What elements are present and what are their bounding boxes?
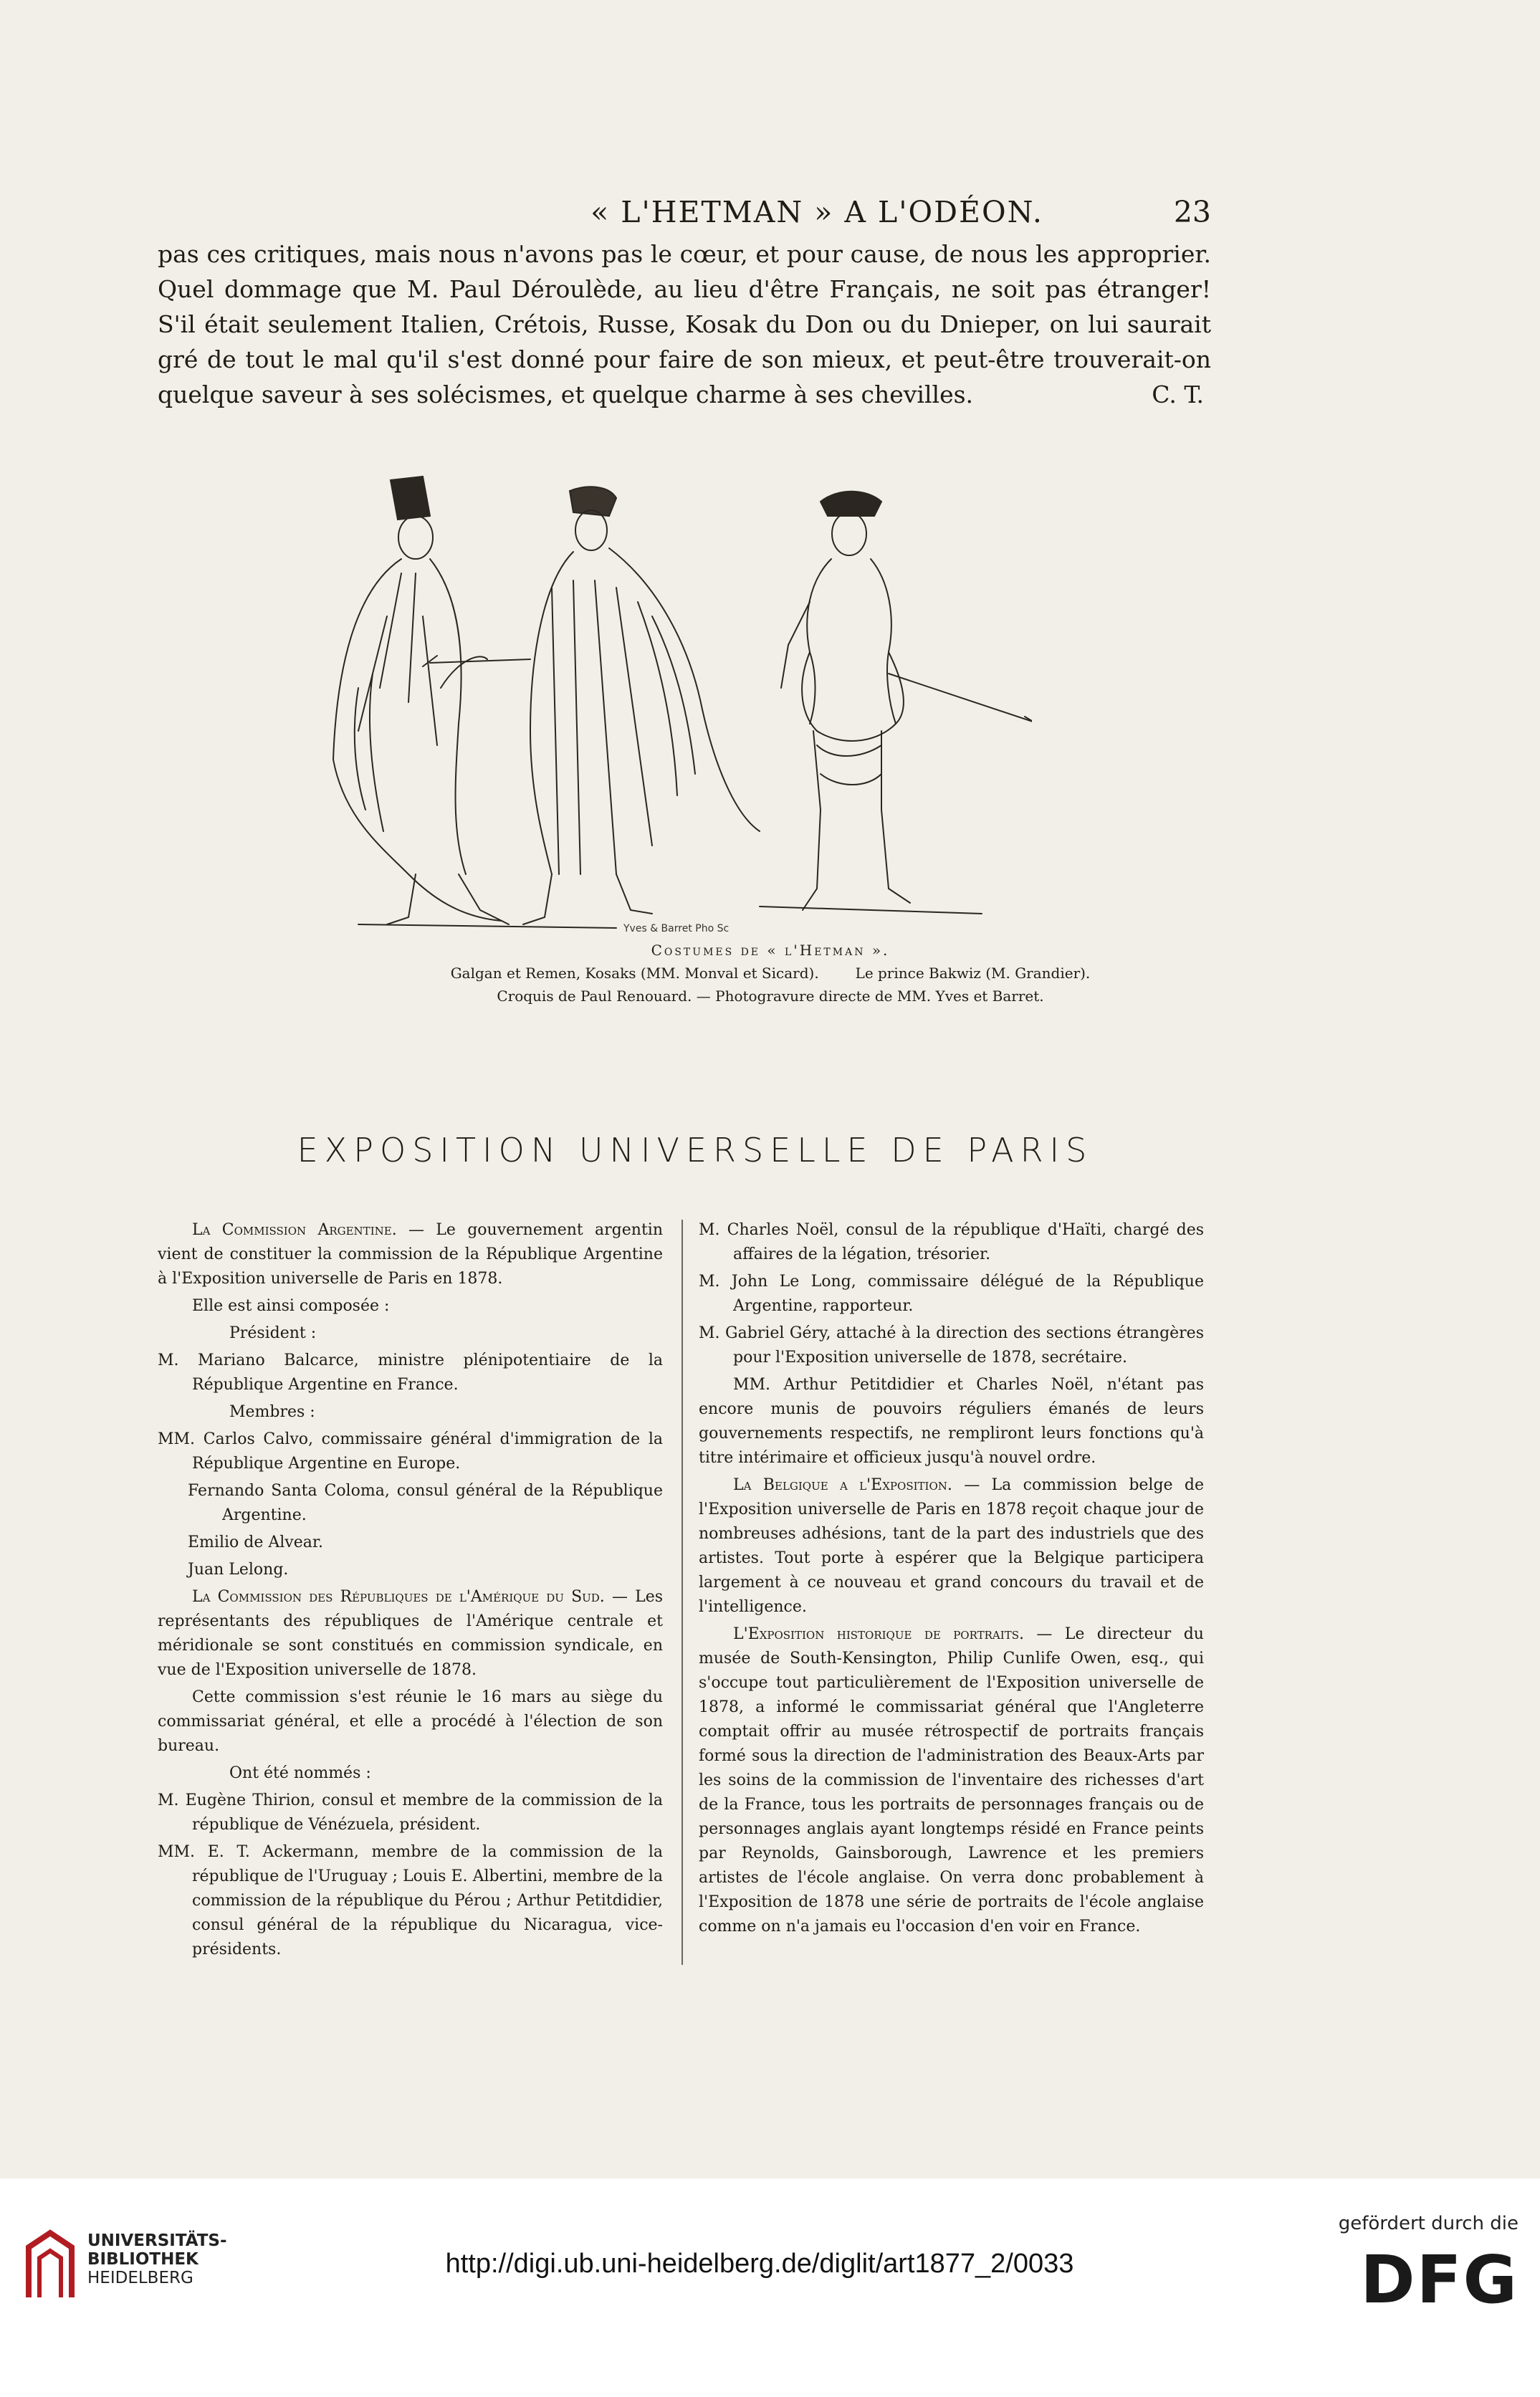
paragraph (699, 1622, 1204, 1939)
right-column (699, 1218, 1204, 1942)
institution-line: HEIDELBERG (87, 2269, 193, 2287)
funding-note: gefördert durch die (1338, 2213, 1519, 2234)
paragraph-text: — Le directeur du musée de South-Kensington, Philip Cunlife Owen, esq., qui s'occupe tout particulièrement de l'Exposition universelle de 1878, a informé le commissariat général que l'Angleterre comptait offrir au musée rétrospectif de portraits français formé sous la direction de l'administration des Beaux-Arts par les soins de la commission de l'inventaire des richesses d'art de la France, tous les portraits de personnages français ou de personnages anglais ayant longtemps résidé en France peints par Reynolds, Gainsborough, Lawrence et les premiers artistes de l'école anglaise. On verra donc probablement à l'Exposition de 1878 une série de portraits de l'école anglaise comme on n'a jamais eu l'occasion d'en voir en France. (699, 1625, 1204, 1936)
institution-name (87, 2231, 227, 2287)
column-divider (681, 1220, 683, 1965)
caption-cast-line (287, 962, 1254, 985)
institution-line: UNIVERSITÄTS- (87, 2231, 227, 2250)
engraver-credit: Yves & Barret Pho Sc (623, 923, 730, 934)
list-item: Fernando Santa Coloma, consul général de la République Argentine. (188, 1482, 663, 1524)
paragraph-lead: La Commission Argentine. (192, 1221, 397, 1239)
caption-kosaks: Galgan et Remen, Kosaks (MM. Monval et Sicard). (450, 965, 819, 982)
paragraph-lead: La Commission des Républiques de l'Amérique du Sud. (192, 1588, 605, 1606)
caption-prince: Le prince Bakwiz (M. Grandier). (855, 965, 1091, 982)
list-item: M. Mariano Balcarce, ministre plénipotentiaire de la République Argentine en France. (158, 1351, 663, 1394)
costume-sketch-drawing (315, 473, 1032, 939)
left-column (158, 1218, 663, 1965)
intro-text: pas ces critiques, mais nous n'avons pas le cœur, et pour cause, de nous les approprier. Quel dommage que M. Paul Déroulède, au lieu d'être Français, ne soit pas étranger! S'il était seulement Italien, Crétois, Russe, Kosak du Don ou du Dnieper, on lui saurait gré de tout le mal qu'il s'est donné pour faire de son mieux, et peut-être trouverait-on quelque saveur à ses solécismes, et quelque charme à ses chevilles. (158, 240, 1211, 408)
paragraph: Cette commission s'est réunie le 16 mars au siège du commissariat général, et elle a procédé à l'élection de son bureau. (158, 1688, 663, 1755)
members-heading: Membres : (229, 1403, 315, 1421)
list-item: M. Eugène Thirion, consul et membre de la commission de la république de Vénézuela, président. (158, 1791, 663, 1834)
institution-line: BIBLIOTHEK (87, 2250, 199, 2269)
section-title: EXPOSITION UNIVERSELLE DE PARIS (297, 1131, 1094, 1169)
paragraph-text: — La commission belge de l'Exposition universelle de Paris en 1878 reçoit chaque jour de nombreuses adhésions, tant de la part des industriels que des artistes. Tout porte à espérer que la Belgique participera largement à ce nouveau et grand concours du travail et de l'intelligence. (699, 1476, 1205, 1616)
page-number: 23 (1173, 195, 1211, 229)
paragraph-text: — Le gouvernement argentin vient de constituer la commission de la République Argentine à l'Exposition universelle de Paris en 1878. (158, 1221, 663, 1288)
paragraph: MM. Arthur Petitdidier et Charles Noël, n'étant pas encore munis de pouvoirs réguliers émanés de leurs gouvernements respectifs, ne rempliront leurs fonctions qu'à titre intérimaire et officieux jusqu'à nouvel ordre. (699, 1376, 1204, 1467)
running-head: « L'HETMAN » A L'ODÉON. (590, 195, 1043, 229)
list-item: M. Gabriel Géry, attaché à la direction des sections étrangères pour l'Exposition universelle de 1878, secrétaire. (699, 1324, 1204, 1367)
paragraph (158, 1218, 663, 1291)
president-heading: Président : (229, 1324, 317, 1342)
paragraph-lead: La Belgique a l'Exposition. (733, 1476, 952, 1494)
paragraph (699, 1473, 1204, 1619)
figure-caption (287, 939, 1254, 1008)
list-item: M. Charles Noël, consul de la république d'Haïti, chargé des affaires de la légation, trésorier. (699, 1221, 1204, 1263)
costume-illustration (315, 473, 1032, 939)
caption-credits: Croquis de Paul Renouard. — Photogravure directe de MM. Yves et Barret. (497, 987, 1044, 1005)
list-item: M. John Le Long, commissaire délégué de la République Argentine, rapporteur. (699, 1273, 1204, 1315)
paragraph-text: — Les représentants des républiques de l'Amérique centrale et méridionale se sont constitués en commission syndicale, en vue de l'Exposition universelle de 1878. (158, 1588, 664, 1679)
paragraph: Elle est ainsi composée : (192, 1297, 390, 1315)
signature: C. T. (1152, 381, 1204, 408)
digitization-footer (0, 2178, 1540, 2397)
paragraph-lead: L'Exposition historique de portraits. (733, 1625, 1024, 1643)
caption-title: Costumes de « l'Hetman ». (651, 942, 890, 959)
list-item: Emilio de Alvear. (188, 1534, 323, 1551)
university-library-logo-icon (21, 2226, 79, 2305)
list-item: MM. Carlos Calvo, commissaire général d'immigration de la République Argentine en Europe. (158, 1430, 663, 1473)
list-item: Juan Lelong. (188, 1561, 289, 1579)
intro-paragraph (158, 236, 1211, 412)
list-item: MM. E. T. Ackermann, membre de la commission de la république de l'Uruguay ; Louis E. Albertini, membre de la commission de la république du Pérou ; Arthur Petitdidier, consul général de la république du Nicaragua, vice-présidents. (158, 1843, 663, 1958)
source-url-link[interactable]: http://digi.ub.uni-heidelberg.de/diglit/art1877_2/0033 (445, 2249, 1074, 2279)
named-heading: Ont été nommés : (229, 1764, 371, 1782)
dfg-logo: DFG (1360, 2241, 1519, 2318)
paragraph (158, 1585, 663, 1683)
